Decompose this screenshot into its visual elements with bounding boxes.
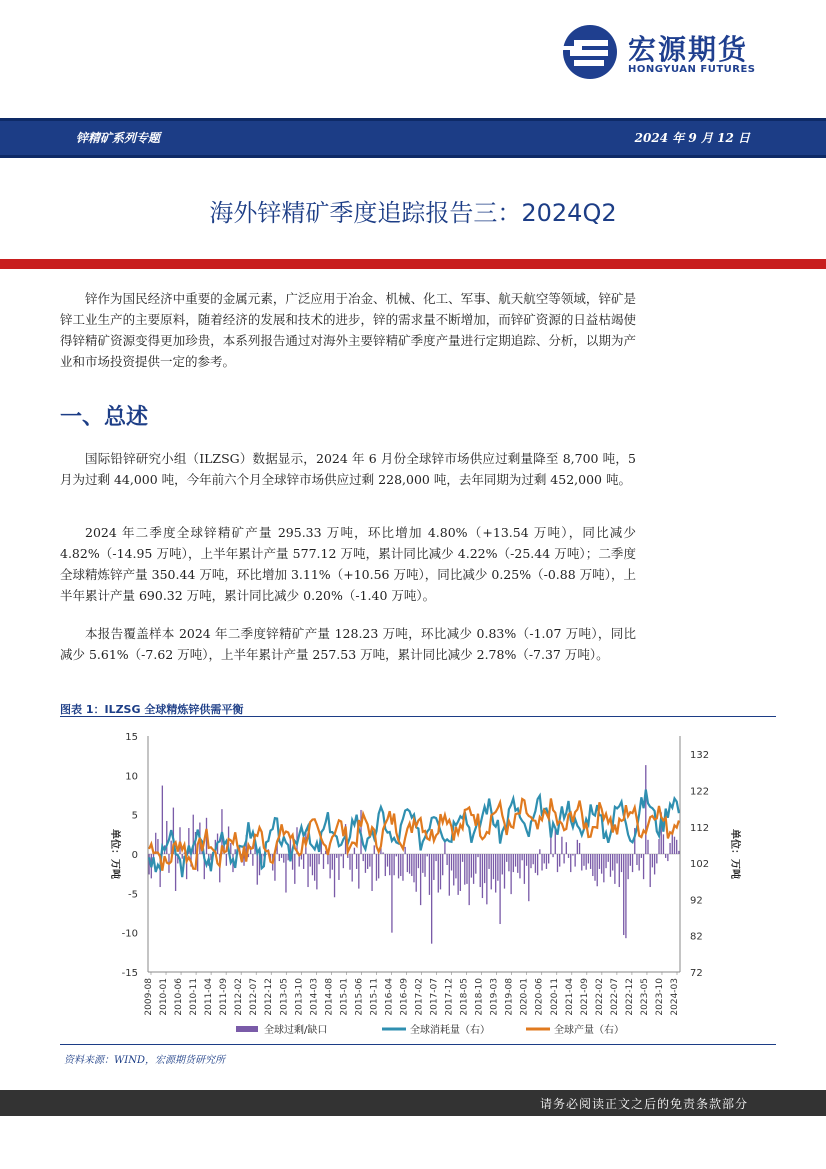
x-tick-label: 2017-07 bbox=[429, 978, 440, 1016]
surplus-bar bbox=[358, 854, 359, 889]
surplus-bar bbox=[586, 854, 587, 870]
x-tick-label: 2015-06 bbox=[354, 978, 365, 1016]
right-tick-label: 112 bbox=[690, 822, 710, 834]
surplus-bar bbox=[641, 854, 642, 858]
surplus-bar bbox=[356, 854, 357, 869]
paragraph-ilzsg: 国际铅锌研究小组（ILZSG）数据显示，2024 年 6 月份全球锌市场供应过剩量降至 8,700 吨，5 月为过剩 44,000 吨，今年前六个月全球锌市场供应过剩 228,000 吨，去年同期为过剩 452,000 吨。 bbox=[60, 451, 636, 487]
surplus-bar bbox=[462, 854, 463, 862]
surplus-bar bbox=[583, 854, 584, 866]
disclaimer-note: 请务必阅读正文之后的免责条款部分 bbox=[539, 1097, 748, 1111]
x-tick-label: 2018-05 bbox=[459, 978, 470, 1016]
surplus-bar bbox=[407, 854, 408, 872]
surplus-bar bbox=[614, 854, 615, 884]
left-tick-label: 15 bbox=[125, 732, 138, 743]
surplus-bar bbox=[179, 827, 180, 854]
surplus-bar bbox=[252, 854, 253, 866]
surplus-bar bbox=[638, 854, 639, 871]
surplus-bar bbox=[522, 854, 523, 860]
surplus-bar bbox=[429, 854, 430, 895]
left-tick-label: 5 bbox=[131, 810, 138, 822]
surplus-bar bbox=[610, 854, 611, 877]
surplus-bar bbox=[349, 854, 350, 870]
x-tick-label: 2013-10 bbox=[294, 978, 305, 1016]
x-tick-label: 2011-09 bbox=[219, 978, 230, 1016]
x-tick-label: 2016-09 bbox=[399, 978, 410, 1016]
surplus-bar bbox=[528, 854, 529, 901]
x-tick-label: 2014-08 bbox=[324, 978, 335, 1016]
surplus-bar bbox=[678, 851, 679, 854]
x-tick-label: 2015-01 bbox=[339, 978, 350, 1016]
surplus-bar bbox=[446, 854, 447, 865]
surplus-bar bbox=[464, 854, 465, 885]
surplus-bar bbox=[616, 854, 617, 863]
surplus-bar bbox=[654, 854, 655, 874]
right-tick-label: 82 bbox=[690, 931, 703, 943]
surplus-bar bbox=[665, 854, 666, 858]
right-axis-label: 单位：万吨 bbox=[729, 829, 740, 879]
surplus-bar bbox=[546, 854, 547, 869]
surplus-bar bbox=[451, 854, 452, 871]
right-tick-label: 92 bbox=[690, 895, 703, 907]
surplus-bar bbox=[608, 854, 609, 862]
x-tick-label: 2012-12 bbox=[264, 978, 275, 1016]
surplus-bar bbox=[526, 854, 527, 866]
surplus-bar bbox=[632, 854, 633, 872]
surplus-bar bbox=[513, 854, 514, 872]
surplus-bar bbox=[343, 854, 344, 868]
surplus-bar bbox=[508, 854, 509, 871]
x-tick-label: 2021-09 bbox=[579, 978, 590, 1016]
surplus-bar bbox=[155, 833, 156, 854]
surplus-bar bbox=[460, 854, 461, 891]
x-tick-label: 2017-02 bbox=[414, 978, 425, 1016]
surplus-bar bbox=[230, 843, 231, 854]
surplus-bar bbox=[314, 854, 315, 881]
report-series: 锌精矿系列专题 bbox=[76, 131, 161, 145]
surplus-bar bbox=[466, 854, 467, 884]
surplus-bar bbox=[235, 849, 236, 854]
surplus-bar bbox=[517, 854, 518, 873]
surplus-bar bbox=[579, 843, 580, 854]
surplus-bar bbox=[226, 854, 227, 866]
surplus-bar bbox=[597, 854, 598, 886]
x-tick-label: 2015-11 bbox=[369, 978, 380, 1016]
surplus-bar bbox=[303, 854, 304, 869]
surplus-bar bbox=[378, 854, 379, 878]
x-tick-label: 2022-07 bbox=[609, 978, 620, 1016]
surplus-bar bbox=[323, 854, 324, 869]
header-band bbox=[0, 118, 826, 158]
logo-english-name: HONGYUAN FUTURES bbox=[628, 64, 756, 75]
surplus-bar bbox=[285, 854, 286, 893]
surplus-bar bbox=[387, 854, 388, 867]
x-tick-label: 2023-05 bbox=[639, 978, 650, 1016]
surplus-bar bbox=[504, 854, 505, 889]
surplus-bar bbox=[524, 854, 525, 884]
x-tick-label: 2024-03 bbox=[670, 978, 680, 1016]
surplus-bar bbox=[396, 854, 397, 856]
surplus-bar bbox=[307, 854, 308, 887]
surplus-bar bbox=[574, 854, 575, 867]
surplus-bar bbox=[435, 854, 436, 861]
supply-demand-chart bbox=[60, 722, 776, 1042]
surplus-bar bbox=[590, 854, 591, 869]
surplus-bar bbox=[385, 854, 386, 876]
surplus-bar bbox=[418, 854, 419, 868]
surplus-bar bbox=[636, 854, 637, 865]
right-tick-label: 122 bbox=[690, 786, 710, 798]
surplus-bar bbox=[557, 854, 558, 872]
x-tick-label: 2020-06 bbox=[534, 978, 545, 1016]
surplus-bar bbox=[369, 854, 370, 867]
x-tick-label: 2016-04 bbox=[384, 978, 395, 1016]
section-heading: 一、总述 bbox=[60, 405, 149, 430]
surplus-bar bbox=[486, 854, 487, 904]
surplus-bar bbox=[537, 854, 538, 875]
surplus-bar bbox=[519, 854, 520, 878]
surplus-bar bbox=[566, 842, 567, 854]
left-tick-label: 10 bbox=[125, 771, 138, 783]
surplus-bar bbox=[471, 854, 472, 878]
surplus-bar bbox=[475, 854, 476, 874]
surplus-bar bbox=[374, 845, 375, 854]
x-tick-label: 2023-10 bbox=[654, 978, 665, 1016]
legend-label: 全球过剩/缺口 bbox=[264, 1025, 328, 1036]
surplus-bar bbox=[530, 854, 531, 868]
surplus-bar bbox=[493, 854, 494, 879]
surplus-bar bbox=[669, 843, 670, 854]
x-tick-label: 2012-07 bbox=[249, 978, 260, 1016]
footer-band bbox=[0, 1090, 826, 1116]
surplus-bar bbox=[382, 852, 383, 854]
surplus-bar bbox=[488, 854, 489, 869]
surplus-bar bbox=[367, 854, 368, 869]
surplus-bar bbox=[336, 854, 337, 858]
surplus-bar bbox=[592, 854, 593, 876]
report-title: 海外锌精矿季度追踪报告三：2024Q2 bbox=[209, 199, 617, 227]
x-tick-label: 2010-11 bbox=[189, 978, 200, 1016]
left-axis-label: 单位：万吨 bbox=[109, 829, 120, 879]
surplus-bar bbox=[312, 854, 313, 875]
surplus-bar bbox=[433, 854, 434, 880]
surplus-bar bbox=[495, 854, 496, 893]
surplus-bar bbox=[469, 854, 470, 905]
surplus-bar bbox=[416, 854, 417, 892]
surplus-bar bbox=[352, 854, 353, 882]
x-tick-label: 2019-08 bbox=[504, 978, 515, 1016]
left-tick-label: -5 bbox=[128, 889, 138, 901]
surplus-bar bbox=[376, 854, 377, 881]
surplus-bar bbox=[588, 854, 589, 863]
surplus-bar bbox=[473, 854, 474, 884]
surplus-bar bbox=[663, 834, 664, 854]
surplus-bar bbox=[175, 854, 176, 891]
surplus-bar bbox=[411, 854, 412, 876]
title-divider bbox=[0, 259, 826, 269]
surplus-bar bbox=[340, 854, 341, 856]
surplus-bar bbox=[279, 854, 280, 861]
x-tick-label: 2022-02 bbox=[594, 978, 605, 1016]
surplus-bar bbox=[559, 854, 560, 867]
surplus-bar bbox=[605, 854, 606, 868]
x-tick-label: 2021-04 bbox=[564, 978, 575, 1016]
surplus-bar bbox=[398, 854, 399, 878]
x-tick-label: 2020-01 bbox=[519, 978, 530, 1016]
x-tick-label: 2022-12 bbox=[624, 978, 635, 1016]
surplus-bar bbox=[645, 765, 646, 854]
x-tick-label: 2011-04 bbox=[204, 978, 215, 1016]
surplus-bar bbox=[612, 854, 613, 871]
surplus-bar bbox=[389, 854, 390, 875]
surplus-bar bbox=[491, 854, 492, 889]
surplus-bar bbox=[484, 854, 485, 883]
surplus-bar bbox=[497, 854, 498, 881]
surplus-bar bbox=[393, 854, 394, 875]
surplus-bar bbox=[552, 854, 553, 857]
paragraph-q2-production: 2024 年二季度全球锌精矿产量 295.33 万吨，环比增加 4.80%（+13.54 万吨），同比减少 4.82%（-14.95 万吨），上半年累计产量 577.12 万吨，累计同比减少 4.22%（-25.44 万吨）；二季度全球精炼锌产量 350.44 万吨，环比增加 3.11%（+10.56 万吨），同比减少 0.25%（-0.88 万吨），上半年累计产量 690.32 万吨，累计同比减少 0.20%（-1.40 万吨）。 bbox=[60, 525, 636, 603]
surplus-bar bbox=[599, 854, 600, 869]
surplus-bar bbox=[619, 854, 620, 887]
surplus-bar bbox=[577, 840, 578, 854]
x-tick-label: 2019-03 bbox=[489, 978, 500, 1016]
surplus-bar bbox=[281, 854, 282, 858]
surplus-bar bbox=[674, 837, 675, 854]
surplus-bar bbox=[544, 854, 545, 863]
left-tick-label: -15 bbox=[121, 968, 138, 979]
surplus-bar bbox=[630, 854, 631, 866]
paragraph-sample-coverage: 本报告覆盖样本 2024 年二季度锌精矿产量 128.23 万吨，环比减少 0.83%（-1.07 万吨），同比减少 5.61%（-7.62 万吨），上半年累计产量 257.53 万吨，累计同比减少 2.78%（-7.37 万吨）。 bbox=[60, 626, 636, 662]
x-tick-label: 2010-01 bbox=[159, 978, 170, 1016]
surplus-bar bbox=[647, 840, 648, 854]
surplus-bar bbox=[623, 854, 624, 935]
surplus-bar bbox=[570, 854, 571, 872]
surplus-bar bbox=[581, 854, 582, 871]
right-tick-label: 132 bbox=[690, 750, 710, 762]
surplus-bar bbox=[499, 854, 500, 924]
surplus-bar bbox=[371, 854, 372, 891]
surplus-bar bbox=[400, 854, 401, 876]
surplus-bar bbox=[431, 854, 432, 944]
surplus-bar bbox=[440, 854, 441, 889]
surplus-bar bbox=[515, 854, 516, 867]
surplus-bar bbox=[510, 854, 511, 894]
surplus-bar bbox=[424, 854, 425, 877]
surplus-bar bbox=[438, 854, 439, 893]
surplus-bar bbox=[502, 854, 503, 874]
surplus-bar bbox=[455, 854, 456, 878]
surplus-bar bbox=[318, 854, 319, 864]
logo-chinese-name: 宏源期货 bbox=[628, 33, 749, 66]
surplus-bar bbox=[257, 854, 258, 885]
legend-label: 全球消耗量（右） bbox=[410, 1025, 490, 1036]
surplus-bar bbox=[402, 854, 403, 881]
surplus-bar bbox=[329, 854, 330, 878]
surplus-bar bbox=[625, 854, 626, 938]
figure-caption: 图表 1：ILZSG 全球精炼锌供需平衡 bbox=[60, 703, 244, 716]
x-tick-label: 2013-05 bbox=[279, 978, 290, 1016]
left-tick-label: 0 bbox=[131, 850, 138, 861]
surplus-bar bbox=[658, 839, 659, 854]
surplus-bar bbox=[391, 854, 392, 933]
figure-source: 资料来源：WIND，宏源期货研究所 bbox=[64, 1055, 225, 1066]
surplus-bar bbox=[427, 854, 428, 856]
surplus-bar bbox=[365, 854, 366, 873]
surplus-bar bbox=[480, 854, 481, 887]
surplus-bar bbox=[535, 854, 536, 873]
surplus-bar bbox=[354, 848, 355, 854]
surplus-bar bbox=[603, 854, 604, 882]
report-date: 2024 年 9 月 12 日 bbox=[634, 131, 750, 145]
x-tick-label: 2018-10 bbox=[474, 978, 485, 1016]
x-tick-label: 2014-03 bbox=[309, 978, 320, 1016]
surplus-bar bbox=[327, 854, 328, 864]
surplus-bar bbox=[453, 854, 454, 885]
surplus-bar bbox=[548, 854, 549, 863]
figure-top-rule bbox=[60, 716, 776, 717]
surplus-bar bbox=[294, 854, 295, 884]
surplus-bar bbox=[334, 854, 335, 897]
surplus-bar bbox=[442, 854, 443, 875]
surplus-bar bbox=[676, 840, 677, 854]
surplus-bar bbox=[533, 854, 534, 864]
surplus-bar bbox=[643, 854, 644, 879]
surplus-bar bbox=[656, 854, 657, 863]
x-tick-label: 2010-06 bbox=[174, 978, 185, 1016]
surplus-bar bbox=[541, 854, 542, 871]
surplus-bar bbox=[563, 854, 564, 863]
surplus-bar bbox=[413, 854, 414, 882]
surplus-bar bbox=[477, 854, 478, 857]
surplus-bar bbox=[594, 854, 595, 881]
surplus-bar bbox=[332, 854, 333, 870]
surplus-bar bbox=[601, 854, 602, 874]
surplus-bar bbox=[338, 854, 339, 880]
company-logo bbox=[560, 22, 770, 82]
legend-swatch-surplus bbox=[236, 1026, 258, 1032]
right-tick-label: 72 bbox=[690, 968, 703, 979]
surplus-bar bbox=[652, 854, 653, 867]
surplus-bar bbox=[363, 854, 364, 861]
surplus-bar bbox=[409, 854, 410, 874]
surplus-bar bbox=[550, 836, 551, 854]
surplus-bar bbox=[561, 837, 562, 854]
surplus-bar bbox=[310, 854, 311, 867]
surplus-bar bbox=[506, 854, 507, 862]
surplus-bar bbox=[568, 854, 569, 858]
surplus-bar bbox=[457, 854, 458, 895]
surplus-bar bbox=[572, 854, 573, 856]
legend-label: 全球产量（右） bbox=[554, 1025, 624, 1036]
surplus-bar bbox=[422, 854, 423, 873]
surplus-bar bbox=[316, 854, 317, 889]
figure-bottom-rule bbox=[60, 1044, 776, 1045]
surplus-bar bbox=[627, 854, 628, 879]
surplus-bar bbox=[420, 854, 421, 905]
surplus-bar bbox=[449, 854, 450, 896]
surplus-bar bbox=[667, 854, 668, 861]
right-tick-label: 102 bbox=[690, 859, 710, 871]
intro-paragraph: 锌作为国民经济中重要的金属元素，广泛应用于冶金、机械、化工、军事、航天航空等领域，锌矿是锌工业生产的主要原料，随着经济的发展和技术的进步，锌的需求量不断增加，而锌矿资源的日益枯竭使得锌精矿资源变得更加珍贵，本系列报告通过对海外主要锌精矿季度产量进行定期追踪、分析，以期为产业和市场投资提供一定的参考。 bbox=[60, 291, 636, 369]
surplus-bar bbox=[539, 849, 540, 854]
surplus-bar bbox=[405, 847, 406, 854]
x-tick-label: 2009-08 bbox=[144, 978, 154, 1016]
logo-mark-icon bbox=[560, 22, 620, 82]
surplus-bar bbox=[182, 854, 183, 859]
surplus-bar bbox=[482, 854, 483, 898]
surplus-bar bbox=[650, 854, 651, 887]
x-tick-label: 2020-11 bbox=[549, 978, 560, 1016]
left-tick-label: -10 bbox=[121, 928, 138, 940]
surplus-bar bbox=[283, 854, 284, 863]
x-tick-label: 2017-12 bbox=[444, 978, 455, 1016]
x-tick-label: 2012-02 bbox=[234, 978, 245, 1016]
surplus-bar bbox=[621, 854, 622, 872]
